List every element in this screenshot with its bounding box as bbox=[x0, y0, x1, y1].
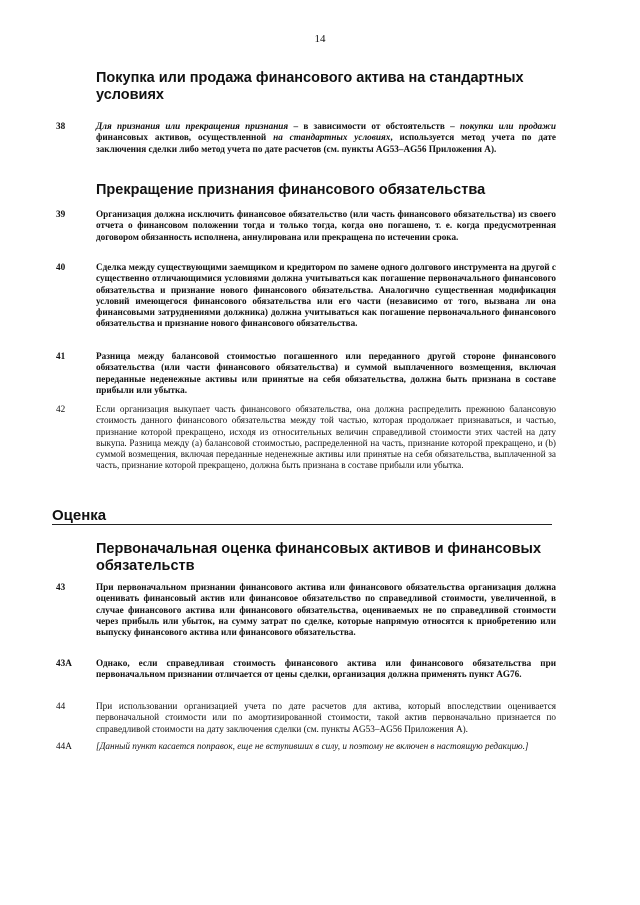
page-number: 14 bbox=[314, 33, 326, 45]
paragraph-text-part: финансовых активов, осуществленной bbox=[96, 132, 274, 143]
paragraph-39 bbox=[56, 209, 556, 243]
paragraph-42 bbox=[56, 404, 556, 472]
section-title: Оценка bbox=[52, 507, 107, 524]
paragraph-text: Если организация выкупает часть финансового обязательства, она должна распределить прежнюю балансовую стоимость данного финансового обязательства между той частью, которая продолжает признаваться, и частью, признание которой прекращено, исходя из относительных величин справедливой стоимости этих частей на дату выкупа. Разница между (а) балансовой стоимостью, распределенной на часть, признание которой прекращено, и (b) суммой возмещения, включая переданные неденежные активы или принятые на себя обязательства, выплаченной за часть, признание которой прекращено, должна быть признана в составе прибыли или убытка. bbox=[96, 404, 556, 471]
paragraph-text-part: , используется метод учета по дате заключения сделки либо метод учета по дате расчетов (см. пункты AG53–AG56 Приложения А). bbox=[96, 132, 556, 154]
paragraph-number: 44A bbox=[56, 741, 72, 751]
paragraph-44 bbox=[56, 701, 556, 735]
paragraph-text: Разница между балансовой стоимостью погашенного или переданного другой стороне финансового обязательства (или части финансового обязательства) и суммой выплаченного возмещения, включая переданные неденежные активы или принятые на себя обязательства, должна быть признана в составе прибыли или убытка. bbox=[96, 351, 556, 395]
paragraph-text-part: Для признания или прекращения признания bbox=[96, 121, 289, 131]
paragraph-number: 38 bbox=[56, 121, 66, 131]
paragraph-number: 43A bbox=[56, 658, 72, 668]
paragraph-text: [Данный пункт касается поправок, еще не вступивших в силу, и поэтому не включен в настоящую редакцию.] bbox=[96, 741, 529, 751]
paragraph-text: Сделка между существующими заемщиком и кредитором по замене одного долгового инструмента на другой с существенно отличающимися условиями должна учитываться как погашение первоначального финансового обязательства и признание нового финансового обязательства. Аналогично существенная модификация условий имеющегося финансового обязательства или его части (независимо от того, вызвана ли она финансовыми затруднениями должника) должна учитываться как погашение первоначального финансового обязательства и признание нового финансового обязательства. bbox=[96, 262, 556, 329]
paragraph-text: При использовании организацией учета по дате расчетов для актива, который впоследствии оценивается первоначальной стоимости или по амортизированной стоимости, такой актив первоначально признается по справедливой стоимости на дату заключения сделки (см. пункты AG53–AG56 Приложения А). bbox=[96, 701, 556, 734]
paragraph-number: 39 bbox=[56, 209, 66, 219]
paragraph-40 bbox=[56, 262, 556, 330]
paragraph-number: 44 bbox=[56, 701, 66, 711]
paragraph-text-part: – в зависимости от обстоятельств – bbox=[288, 121, 460, 131]
section-divider bbox=[52, 524, 552, 525]
paragraph-38 bbox=[56, 121, 556, 155]
paragraph-43a bbox=[56, 658, 556, 681]
paragraph-number: 41 bbox=[56, 351, 66, 361]
paragraph-43 bbox=[56, 582, 556, 638]
heading-purchase-sale: Покупка или продажа финансового актива на стандартных условиях bbox=[96, 70, 524, 103]
paragraph-number: 40 bbox=[56, 262, 66, 272]
paragraph-44a bbox=[56, 741, 556, 752]
paragraph-text bbox=[96, 121, 556, 155]
paragraph-text: Организация должна исключить финансовое обязательство (или часть финансового обязательства) из своего отчета о финансовом положении тогда и только тогда, когда оно погашено, т. е. когда предусмотренная договором обязанность исполнена, аннулирована или прекращена по истечении срока. bbox=[96, 209, 556, 242]
paragraph-number: 42 bbox=[56, 404, 66, 414]
paragraph-text: Однако, если справедливая стоимость финансового актива или финансового обязательства при первоначальном признании отличается от цены сделки, организация должна применять пункт AG76. bbox=[96, 658, 556, 680]
heading-initial-measurement: Первоначальная оценка финансовых активов и финансовых обязательств bbox=[96, 541, 542, 574]
paragraph-number: 43 bbox=[56, 582, 66, 592]
paragraph-text-part: покупки или продажи bbox=[460, 121, 556, 131]
paragraph-41 bbox=[56, 351, 556, 396]
heading-derecognition: Прекращение признания финансового обязательства bbox=[96, 182, 486, 198]
paragraph-text-part: на стандартных условиях bbox=[273, 132, 391, 143]
paragraph-text: При первоначальном признании финансового актива или финансового обязательства организация должна оценивать финансовый актив или финансовое обязательство по справедливой стоимости, увеличенной, в случае финансового актива или финансового обязательства, оцениваемых не по справедливой стоимости через прибыль или убыток, на сумму затрат по сделке, которые напрямую относятся к приобретению или выпуску финансового актива или финансового обязательства. bbox=[96, 582, 556, 638]
